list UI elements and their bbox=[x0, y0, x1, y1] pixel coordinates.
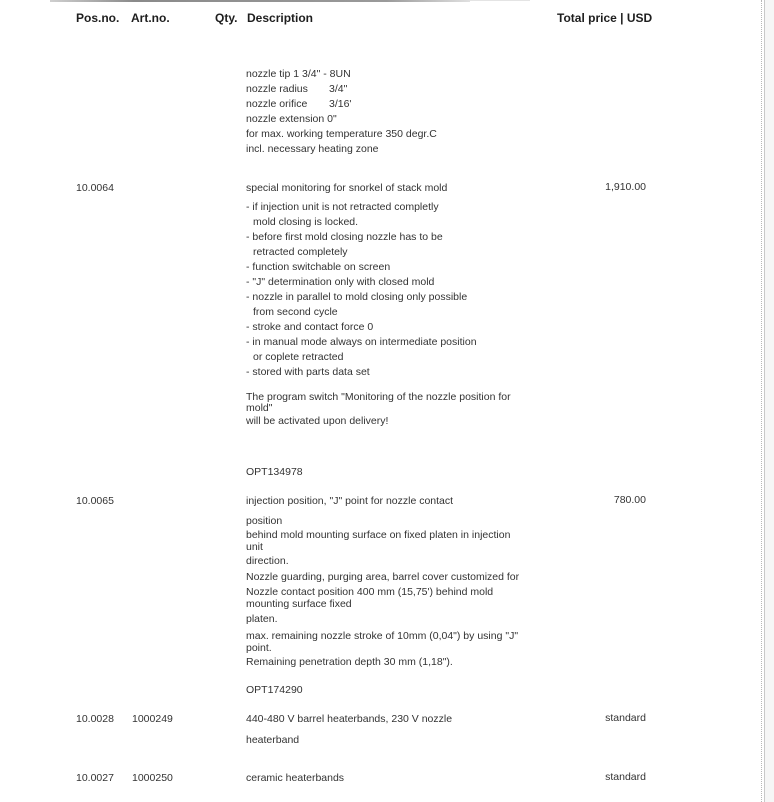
intro-spec-block bbox=[246, 67, 437, 157]
desc-line: retracted completely bbox=[253, 246, 348, 258]
item-description bbox=[246, 494, 519, 672]
desc-line: behind mold mounting surface on fixed platen in injection bbox=[246, 529, 511, 541]
item-title: injection position, "J" point for nozzle contact bbox=[246, 495, 454, 507]
top-rule bbox=[50, 0, 470, 2]
note-line: mold" bbox=[246, 402, 273, 414]
note-line: will be activated upon delivery! bbox=[246, 415, 389, 427]
desc-line: point. bbox=[246, 642, 272, 654]
desc-line: - stroke and contact force 0 bbox=[246, 321, 374, 333]
desc-line: direction. bbox=[246, 555, 289, 567]
desc-line: from second cycle bbox=[253, 306, 338, 318]
item-price: 780.00 bbox=[613, 494, 646, 506]
spec-line: incl. necessary heating zone bbox=[246, 143, 379, 155]
item-pos-no: 10.0065 bbox=[76, 495, 114, 507]
desc-line: - stored with parts data set bbox=[246, 366, 370, 378]
desc-line: platen. bbox=[246, 613, 278, 625]
item-price: 1,910.00 bbox=[605, 181, 646, 193]
desc-line: Nozzle guarding, purging area, barrel cover customized for bbox=[246, 571, 520, 583]
page-edge-dotted bbox=[761, 0, 762, 802]
desc-line: max. remaining nozzle stroke of 10mm (0,04") by using "J" bbox=[246, 630, 519, 642]
spec-line: nozzle extension 0" bbox=[246, 113, 337, 125]
item-title: ceramic heaterbands bbox=[246, 772, 345, 784]
item-option-code: OPT174290 bbox=[246, 684, 303, 696]
item-note bbox=[246, 392, 511, 427]
spec-line: nozzle tip 1 3/4" - 8UN bbox=[246, 68, 351, 80]
item-pos-no: 10.0064 bbox=[76, 182, 114, 194]
page-margin-shade bbox=[765, 0, 774, 802]
spec-line: nozzle orifice 3/16' bbox=[246, 98, 352, 110]
header-art-no: Art.no. bbox=[131, 11, 170, 25]
header-description: Description bbox=[247, 11, 314, 25]
desc-line: position bbox=[246, 515, 283, 527]
item-option-code: OPT134978 bbox=[246, 466, 303, 478]
item-description bbox=[246, 181, 477, 380]
item-price: standard bbox=[605, 771, 646, 783]
spec-line: for max. working temperature 350 degr.C bbox=[246, 128, 437, 140]
item-art-no: 1000250 bbox=[132, 772, 173, 784]
note-line: The program switch "Monitoring of the nozzle position for bbox=[246, 391, 511, 403]
header-pos-no: Pos.no. bbox=[76, 11, 120, 25]
header-qty: Qty. bbox=[215, 11, 238, 25]
desc-line: - before first mold closing nozzle has to be bbox=[246, 231, 443, 243]
desc-line: Remaining penetration depth 30 mm (1,18"). bbox=[246, 656, 453, 668]
item-description bbox=[246, 771, 344, 786]
desc-line: - if injection unit is not retracted completly bbox=[246, 201, 439, 213]
desc-line: - function switchable on screen bbox=[246, 261, 391, 273]
desc-line: mold closing is locked. bbox=[253, 216, 359, 228]
desc-line: unit bbox=[246, 541, 263, 553]
desc-line: Nozzle contact position 400 mm (15,75') behind mold bbox=[246, 586, 494, 598]
desc-line: - in manual mode always on intermediate position bbox=[246, 336, 477, 348]
item-title: special monitoring for snorkel of stack mold bbox=[246, 182, 448, 194]
item-price: standard bbox=[605, 712, 646, 724]
item-pos-no: 10.0027 bbox=[76, 772, 114, 784]
header-total-price: Total price | USD bbox=[557, 11, 653, 25]
item-title: 440-480 V barrel heaterbands, 230 V nozzle bbox=[246, 713, 453, 725]
desc-line: heaterband bbox=[246, 734, 300, 746]
desc-line: mounting surface fixed bbox=[246, 598, 352, 610]
top-rule-faint bbox=[470, 0, 530, 1]
desc-line: - "J" determination only with closed mold bbox=[246, 276, 435, 288]
item-pos-no: 10.0028 bbox=[76, 713, 114, 725]
item-description bbox=[246, 712, 452, 748]
desc-line: or coplete retracted bbox=[253, 351, 344, 363]
spec-line: nozzle radius 3/4" bbox=[246, 83, 348, 95]
desc-line: - nozzle in parallel to mold closing only possible bbox=[246, 291, 468, 303]
item-art-no: 1000249 bbox=[132, 713, 173, 725]
